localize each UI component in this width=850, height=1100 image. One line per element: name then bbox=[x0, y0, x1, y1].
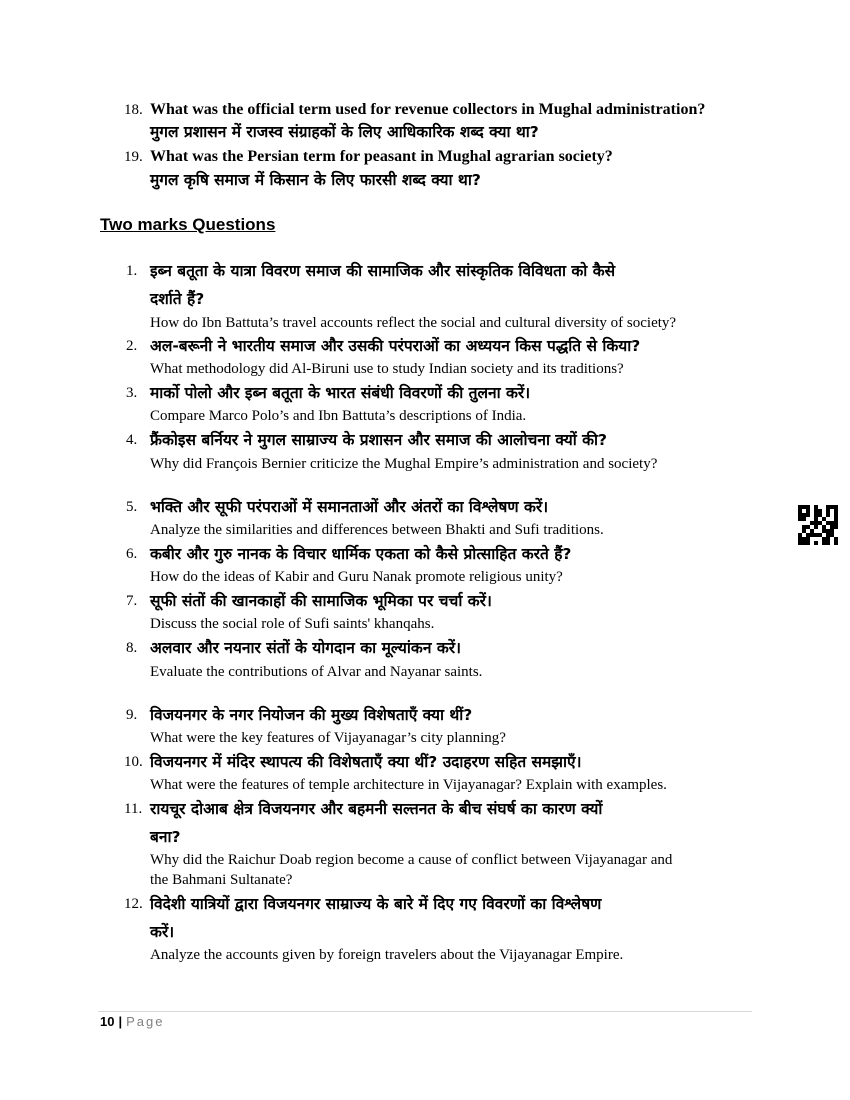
question-english: How do the ideas of Kabir and Guru Nanak promote religious unity? bbox=[150, 569, 563, 585]
question-number: 19. bbox=[124, 149, 143, 165]
question-hindi: रायचूर दोआब क्षेत्र विजयनगर और बहमनी सल्तनत के बीच संघर्ष का कारण क्यों bbox=[150, 800, 603, 818]
question-hindi-cont: करें। bbox=[150, 923, 175, 941]
question-hindi: मार्को पोलो और इब्न बतूता के भारत संबंधी विवरणों की तुलना करें। bbox=[150, 384, 531, 402]
question-english: Analyze the similarities and differences between Bhakti and Sufi traditions. bbox=[150, 522, 604, 538]
question-hindi: फ्रैंकोइस बर्नियर ने मुगल साम्राज्य के प्रशासन और समाज की आलोचना क्यों की? bbox=[150, 431, 608, 449]
question-english: What was the official term used for revenue collectors in Mughal administration? bbox=[150, 101, 706, 118]
question-hindi: विजयनगर में मंदिर स्थापत्य की विशेषताएँ क्या थीं? उदाहरण सहित समझाएँ। bbox=[150, 753, 582, 771]
question-english: Evaluate the contributions of Alvar and Nayanar saints. bbox=[150, 664, 483, 680]
question-hindi: भक्ति और सूफी परंपराओं में समानताओं और अंतरों का विश्लेषण करें। bbox=[150, 498, 549, 516]
question-hindi: विजयनगर के नगर नियोजन की मुख्य विशेषताएँ क्या थीं? bbox=[150, 706, 473, 724]
question-number: 6. bbox=[126, 546, 138, 562]
question-number: 12. bbox=[124, 896, 143, 912]
page-label: Page bbox=[126, 1014, 165, 1029]
question-number: 2. bbox=[126, 338, 138, 354]
footer-separator: | bbox=[118, 1014, 123, 1029]
question-english: Why did François Bernier criticize the Mughal Empire’s administration and society? bbox=[150, 456, 658, 472]
question-number: 7. bbox=[126, 593, 138, 609]
page-footer bbox=[100, 1014, 164, 1029]
question-hindi: इब्न बतूता के यात्रा विवरण समाज की सामाजिक और सांस्कृतिक विविधता को कैसे bbox=[150, 262, 616, 280]
question-hindi: सूफी संतों की खानकाहों की सामाजिक भूमिका पर चर्चा करें। bbox=[150, 592, 492, 610]
question-hindi-cont: बना? bbox=[150, 828, 181, 846]
qr-code-icon bbox=[798, 505, 838, 545]
question-number: 9. bbox=[126, 707, 138, 723]
question-hindi-cont: दर्शाते हैं? bbox=[150, 290, 205, 308]
question-english: What methodology did Al-Biruni use to study Indian society and its traditions? bbox=[150, 361, 624, 377]
question-hindi: अलवार और नयनार संतों के योगदान का मूल्यांकन करें। bbox=[150, 639, 461, 657]
question-hindi: मुगल कृषि समाज में किसान के लिए फारसी शब्द क्या था? bbox=[150, 171, 481, 189]
question-english: Why did the Raichur Doab region become a cause of conflict between Vijayanagar and bbox=[150, 852, 673, 868]
question-number: 1. bbox=[126, 263, 138, 279]
question-number: 10. bbox=[124, 754, 143, 770]
question-hindi: कबीर और गुरु नानक के विचार धार्मिक एकता को कैसे प्रोत्साहित करते हैं? bbox=[150, 545, 572, 563]
footer-divider bbox=[98, 1011, 752, 1012]
question-english: Compare Marco Polo’s and Ibn Battuta’s descriptions of India. bbox=[150, 408, 527, 424]
question-english: How do Ibn Battuta’s travel accounts reflect the social and cultural diversity of society? bbox=[150, 315, 677, 331]
question-number: 18. bbox=[124, 102, 143, 118]
question-english: Analyze the accounts given by foreign travelers about the Vijayanagar Empire. bbox=[150, 947, 624, 963]
question-hindi: मुगल प्रशासन में राजस्व संग्राहकों के लिए आधिकारिक शब्द क्या था? bbox=[150, 123, 539, 141]
question-english: What were the key features of Vijayanagar’s city planning? bbox=[150, 730, 506, 746]
question-hindi: अल-बरूनी ने भारतीय समाज और उसकी परंपराओं का अध्ययन किस पद्धति से किया? bbox=[150, 337, 641, 355]
question-hindi: विदेशी यात्रियों द्वारा विजयनगर साम्राज्य के बारे में दिए गए विवरणों का विश्लेषण bbox=[150, 895, 602, 913]
question-number: 8. bbox=[126, 640, 138, 656]
question-english: Discuss the social role of Sufi saints' khanqahs. bbox=[150, 616, 435, 632]
page-number: 10 bbox=[100, 1014, 115, 1029]
question-english-cont: the Bahmani Sultanate? bbox=[150, 872, 293, 888]
question-english: What were the features of temple architecture in Vijayanagar? Explain with examples. bbox=[150, 777, 667, 793]
question-number: 11. bbox=[124, 801, 143, 817]
question-number: 4. bbox=[126, 432, 138, 448]
question-number: 3. bbox=[126, 385, 138, 401]
question-number: 5. bbox=[126, 499, 138, 515]
question-english: What was the Persian term for peasant in Mughal agrarian society? bbox=[150, 148, 613, 165]
section-heading: Two marks Questions bbox=[100, 215, 276, 234]
